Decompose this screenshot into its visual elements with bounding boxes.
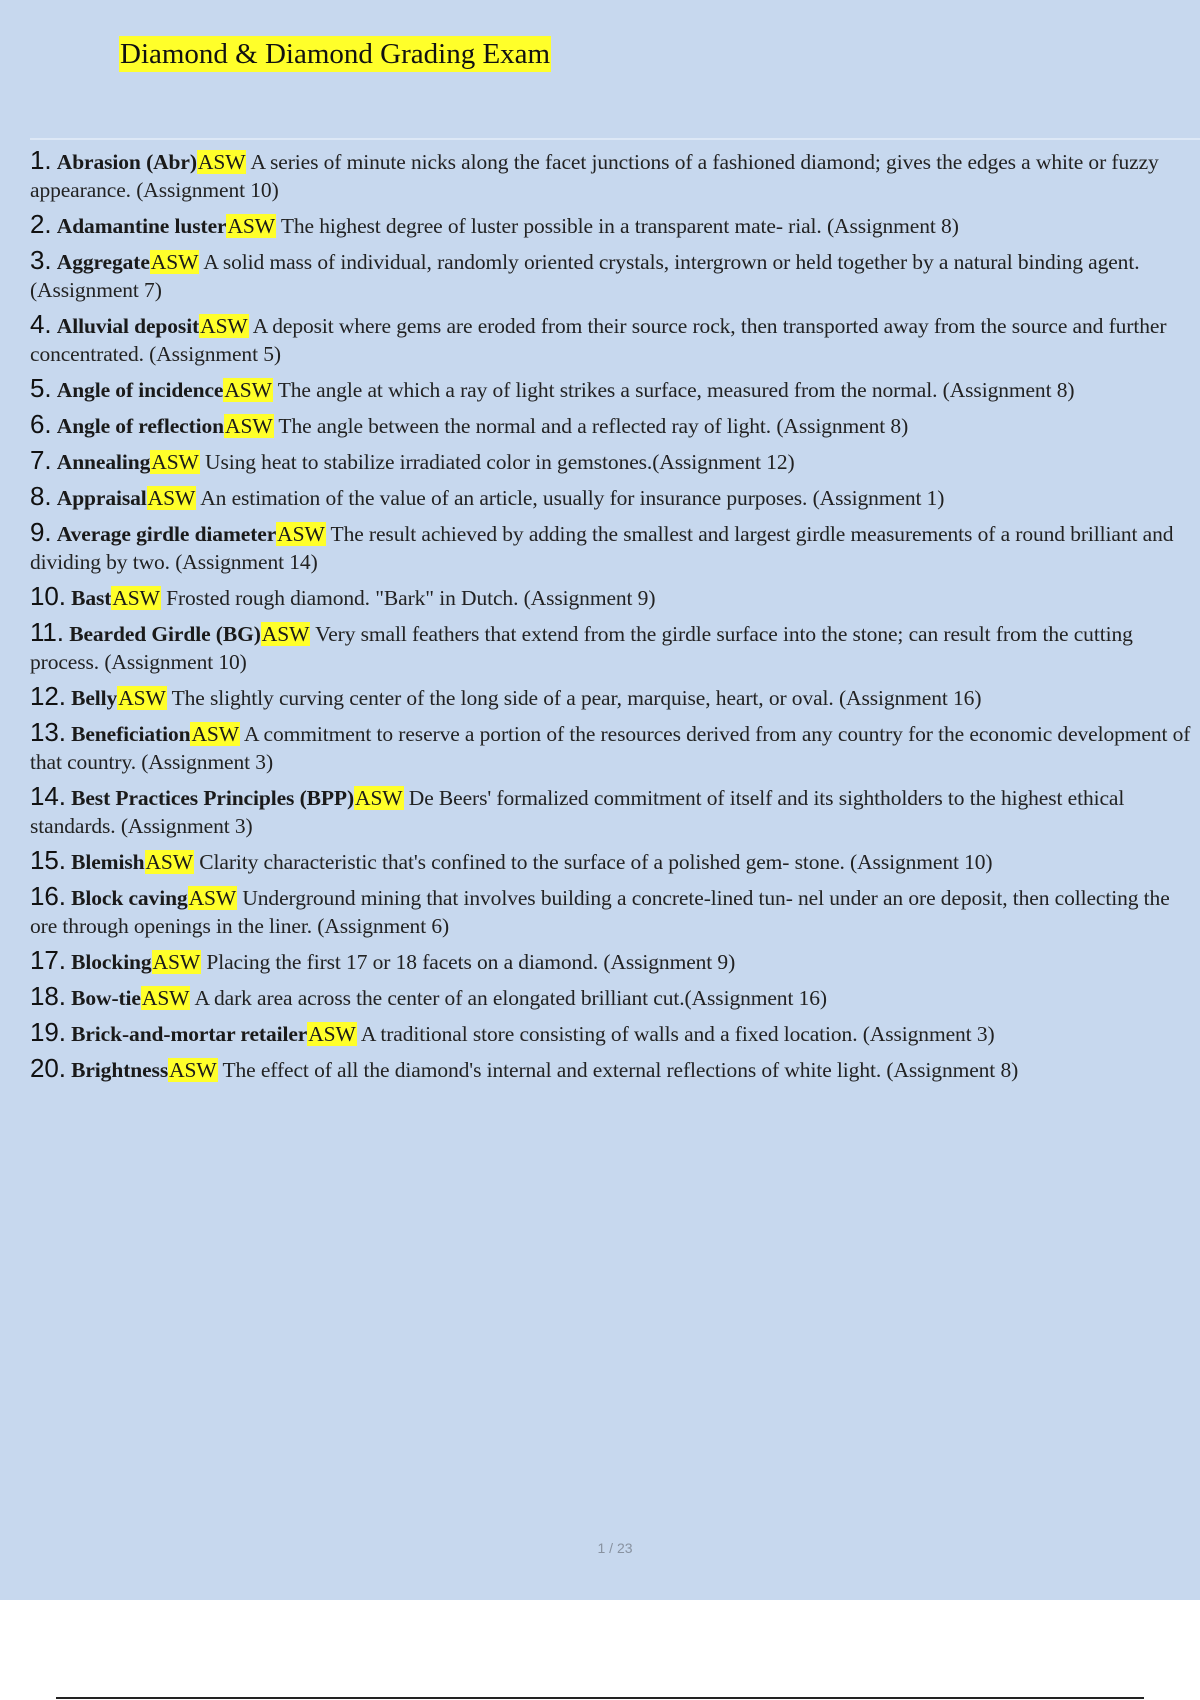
entry-number: 5. xyxy=(30,373,52,403)
entry-definition: The angle between the normal and a reflected ray of light. (Assignment 8) xyxy=(278,414,909,438)
entry-definition: Underground mining that involves building a concrete-lined tun- nel under an ore deposit, then collecting the ore through openings in the liner. (Assignment 6) xyxy=(30,886,1170,938)
entry-number: 14. xyxy=(30,781,66,811)
entry-definition: A series of minute nicks along the facet junctions of a fashioned diamond; gives the edges a white or fuzzy appearance. (Assignment 10) xyxy=(30,150,1159,202)
entry-term: Blemish xyxy=(71,850,145,874)
entry-definition: Frosted rough diamond. "Bark" in Dutch. (Assignment 9) xyxy=(166,586,656,610)
entry-term: Appraisal xyxy=(56,486,147,510)
asw-highlight-tag: ASW xyxy=(200,314,248,338)
asw-highlight-tag: ASW xyxy=(224,378,272,402)
entry-definition: The result achieved by adding the smallest and largest girdle measurements of a round brilliant and dividing by two. (Assignment 14) xyxy=(30,522,1174,574)
entry-definition: Very small feathers that extend from the girdle surface into the stone; can result from the cutting process. (Assignment 10) xyxy=(30,622,1133,674)
entry-number: 18. xyxy=(30,981,66,1011)
asw-highlight-tag: ASW xyxy=(191,722,239,746)
entry-term: Aggregate xyxy=(56,250,150,274)
glossary-entry xyxy=(30,582,1200,612)
entry-number: 16. xyxy=(30,881,66,911)
entry-term: Beneficiation xyxy=(71,722,191,746)
entry-definition: The slightly curving center of the long side of a pear, marquise, heart, or oval. (Assignment 16) xyxy=(171,686,982,710)
glossary-entry xyxy=(30,782,1200,840)
entry-definition: Using heat to stabilize irradiated color in gemstones.(Assignment 12) xyxy=(205,450,795,474)
entry-definition: A commitment to reserve a portion of the resources derived from any country for the economic development of that country. (Assignment 3) xyxy=(30,722,1191,774)
entry-definition: Clarity characteristic that's confined to the surface of a polished gem- stone. (Assignment 10) xyxy=(199,850,993,874)
asw-highlight-tag: ASW xyxy=(145,850,193,874)
glossary-entry xyxy=(30,410,1200,440)
asw-highlight-tag: ASW xyxy=(169,1058,217,1082)
glossary-entry xyxy=(30,1018,1200,1048)
asw-highlight-tag: ASW xyxy=(197,150,246,174)
entry-number: 15. xyxy=(30,845,66,875)
entry-term: Annealing xyxy=(56,450,151,474)
glossary-entry xyxy=(30,446,1200,476)
entry-term: Average girdle diameter xyxy=(56,522,277,546)
entry-number: 3. xyxy=(30,245,52,275)
entry-term: Adamantine luster xyxy=(56,214,227,238)
entry-number: 11. xyxy=(30,617,64,647)
entry-number: 17. xyxy=(30,945,66,975)
asw-highlight-tag: ASW xyxy=(141,986,190,1010)
entry-term: Alluvial deposit xyxy=(56,314,200,338)
asw-highlight-tag: ASW xyxy=(261,622,310,646)
entry-number: 6. xyxy=(30,409,52,439)
entry-definition: The highest degree of luster possible in a transparent mate- rial. (Assignment 8) xyxy=(280,214,959,238)
entry-term: Brick-and-mortar retailer xyxy=(71,1022,308,1046)
entry-term: Abrasion (Abr) xyxy=(56,150,197,174)
glossary-entry xyxy=(30,718,1200,776)
entry-definition: A dark area across the center of an elongated brilliant cut.(Assignment 16) xyxy=(194,986,827,1010)
glossary-entry xyxy=(30,1054,1200,1084)
asw-highlight-tag: ASW xyxy=(188,886,237,910)
asw-highlight-tag: ASW xyxy=(118,686,166,710)
entry-number: 12. xyxy=(30,681,66,711)
entry-definition: A deposit where gems are eroded from their source rock, then transported away from the source and further concentrated. (Assignment 5) xyxy=(30,314,1167,366)
entry-number: 8. xyxy=(30,481,52,511)
entry-definition: Placing the first 17 or 18 facets on a diamond. (Assignment 9) xyxy=(206,950,736,974)
page-title: Diamond & Diamond Grading Exam xyxy=(120,38,551,70)
asw-highlight-tag: ASW xyxy=(227,214,275,238)
glossary-entry xyxy=(30,518,1200,576)
glossary-list xyxy=(30,146,1200,1090)
glossary-entry xyxy=(30,482,1200,512)
asw-highlight-tag: ASW xyxy=(152,950,201,974)
asw-highlight-tag: ASW xyxy=(308,1022,356,1046)
glossary-entry xyxy=(30,210,1200,240)
entry-number: 19. xyxy=(30,1017,66,1047)
footer-divider xyxy=(56,1697,1144,1699)
entry-term: Angle of incidence xyxy=(56,378,224,402)
glossary-entry xyxy=(30,982,1200,1012)
glossary-entry xyxy=(30,310,1200,368)
glossary-entry xyxy=(30,146,1200,204)
entry-term: Best Practices Principles (BPP) xyxy=(71,786,355,810)
entry-term: Angle of reflection xyxy=(56,414,225,438)
entry-number: 13. xyxy=(30,717,66,747)
glossary-entry xyxy=(30,682,1200,712)
title-divider xyxy=(30,138,1200,140)
entry-definition: An estimation of the value of an article, usually for insurance purposes. (Assignment 1) xyxy=(200,486,945,510)
entry-definition: A solid mass of individual, randomly oriented crystals, intergrown or held together by a natural binding agent. (Assignment 7) xyxy=(30,250,1140,302)
entry-number: 9. xyxy=(30,517,52,547)
glossary-entry xyxy=(30,618,1200,676)
glossary-entry xyxy=(30,846,1200,876)
page-number: 1 / 23 xyxy=(597,1540,633,1556)
entry-term: Bast xyxy=(71,586,112,610)
entry-number: 2. xyxy=(30,209,52,239)
entry-term: Brightness xyxy=(71,1058,169,1082)
entry-term: Block caving xyxy=(71,886,188,910)
glossary-entry xyxy=(30,246,1200,304)
glossary-entry xyxy=(30,882,1200,940)
entry-definition: De Beers' formalized commitment of itself and its sightholders to the highest ethical standards. (Assignment 3) xyxy=(30,786,1125,838)
entry-number: 10. xyxy=(30,581,66,611)
glossary-entry xyxy=(30,374,1200,404)
entry-definition: The angle at which a ray of light strikes a surface, measured from the normal. (Assignment 8) xyxy=(277,378,1075,402)
entry-term: Bow-tie xyxy=(71,986,141,1010)
entry-definition: A traditional store consisting of walls and a fixed location. (Assignment 3) xyxy=(360,1022,995,1046)
asw-highlight-tag: ASW xyxy=(150,250,199,274)
asw-highlight-tag: ASW xyxy=(277,522,325,546)
entry-number: 7. xyxy=(30,445,52,475)
entry-number: 4. xyxy=(30,309,52,339)
asw-highlight-tag: ASW xyxy=(225,414,273,438)
entry-term: Blocking xyxy=(71,950,152,974)
glossary-entry xyxy=(30,946,1200,976)
asw-highlight-tag: ASW xyxy=(147,486,196,510)
asw-highlight-tag: ASW xyxy=(112,586,160,610)
entry-number: 20. xyxy=(30,1053,66,1083)
entry-definition: The effect of all the diamond's internal and external reflections of white light. (Assignment 8) xyxy=(222,1058,1019,1082)
asw-highlight-tag: ASW xyxy=(151,450,199,474)
asw-highlight-tag: ASW xyxy=(355,786,403,810)
entry-term: Bearded Girdle (BG) xyxy=(69,622,261,646)
entry-number: 1. xyxy=(30,145,52,175)
entry-term: Belly xyxy=(71,686,118,710)
